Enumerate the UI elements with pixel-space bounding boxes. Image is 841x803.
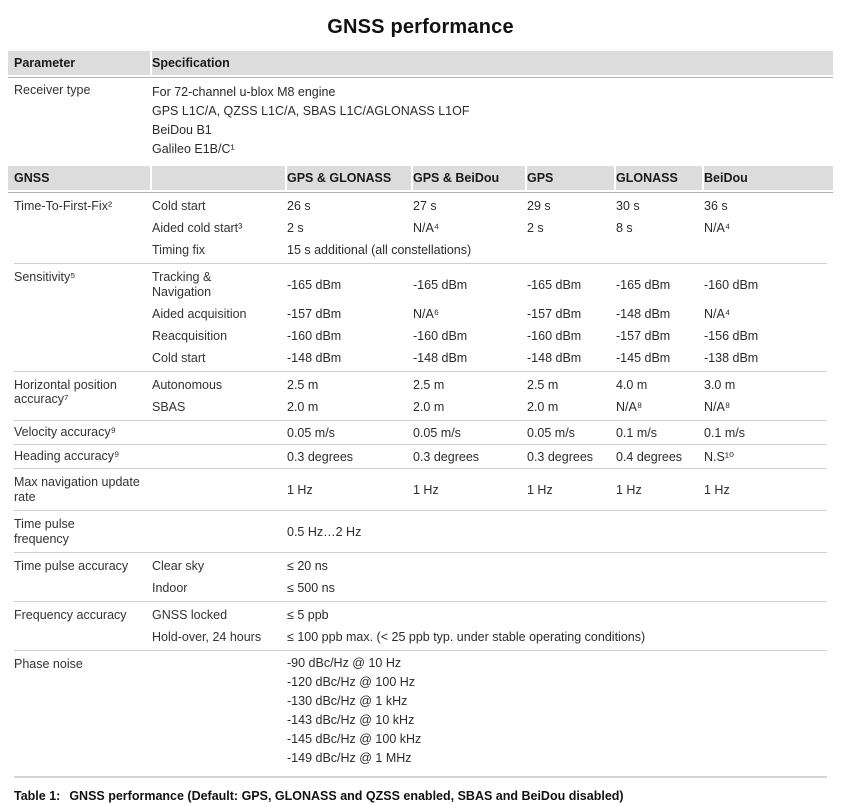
- value-cell: -145 dBm: [616, 351, 671, 365]
- value-cell: -160 dBm: [527, 329, 582, 343]
- table-caption-label: Table 1:: [14, 789, 61, 803]
- value-cell: 1 Hz: [616, 482, 642, 497]
- value-cell: ≤ 20 ns: [287, 559, 328, 573]
- value-cell: -160 dBm: [413, 329, 468, 343]
- parameter-label: Receiver type: [14, 83, 91, 97]
- value-cell: -157 dBm: [616, 329, 671, 343]
- sub-row-label: GNSS locked: [152, 607, 228, 622]
- value-cell: -149 dBc/Hz @ 1 MHz: [287, 750, 412, 765]
- row-time-pulse-frequency: [14, 511, 827, 553]
- table-row: [152, 672, 827, 691]
- row-heading-accuracy: [14, 445, 827, 469]
- column-header-gps-beidou: GPS & BeiDou: [413, 166, 525, 190]
- value-cell: 0.05 m/s: [413, 425, 461, 440]
- value-cell: 0.05 m/s: [287, 425, 335, 440]
- table-row: [152, 729, 827, 748]
- value-cell: 1 Hz: [704, 482, 730, 497]
- value-cell: 0.3 degrees: [527, 449, 594, 464]
- value-cell: 2 s: [527, 221, 544, 235]
- table-row: [152, 396, 827, 418]
- parameter-label: Time-To-First-Fix²: [14, 199, 113, 213]
- gnss-header-band: [8, 166, 833, 193]
- spec-line: GPS L1C/A, QZSS L1C/A, SBAS L1C/AGLONASS L1OF: [152, 104, 470, 118]
- row-max-navigation-update-rate: [14, 469, 827, 511]
- value-cell: -138 dBm: [704, 351, 759, 365]
- sub-row-label: Hold-over, 24 hours: [152, 629, 262, 644]
- value-cell: 30 s: [616, 199, 640, 213]
- value-cell: 26 s: [287, 199, 311, 213]
- value-cell: -165 dBm: [616, 277, 671, 292]
- column-header-beidou: BeiDou: [704, 166, 833, 190]
- table-caption-text: GNSS performance (Default: GPS, GLONASS and QZSS enabled, SBAS and BeiDou disabled): [69, 789, 624, 803]
- spec-line: BeiDou B1: [152, 123, 212, 137]
- value-cell: -130 dBc/Hz @ 1 kHz: [287, 693, 408, 708]
- sub-row-label: Tracking & Navigation: [152, 269, 212, 299]
- table-row: [152, 626, 827, 648]
- table-row: [152, 748, 827, 767]
- value-cell: -165 dBm: [413, 277, 468, 292]
- table-row: [152, 577, 827, 599]
- table-row: [152, 217, 827, 239]
- table-row: [152, 325, 827, 347]
- value-cell: 0.1 m/s: [616, 425, 657, 440]
- value-cell: -120 dBc/Hz @ 100 Hz: [287, 674, 416, 689]
- row-group-time-to-first-fix: [14, 193, 827, 264]
- column-header-gnss: GNSS: [8, 166, 150, 190]
- value-cell: 0.05 m/s: [527, 425, 575, 440]
- value-cell: N/A⁶: [413, 307, 439, 321]
- sub-row-label: SBAS: [152, 399, 186, 414]
- row-receiver-type: [14, 78, 827, 166]
- spec-line: Galileo E1B/C¹: [152, 142, 235, 156]
- value-cell: 0.3 degrees: [287, 449, 354, 464]
- value-cell: -160 dBm: [704, 277, 759, 292]
- value-cell: 2.0 m: [527, 400, 559, 414]
- parameter-label: Heading accuracy⁹: [14, 449, 120, 463]
- value-cell: -148 dBm: [527, 351, 582, 365]
- value-cell: 2.0 m: [413, 400, 445, 414]
- column-header-specification: Specification: [152, 51, 833, 75]
- value-cell: N.S¹⁰: [704, 450, 735, 464]
- value-cell: 29 s: [527, 199, 551, 213]
- value-cell: 2.5 m: [287, 378, 319, 392]
- value-cell: 2.0 m: [287, 400, 319, 414]
- value-cell: 0.4 degrees: [616, 449, 683, 464]
- value-cell: ≤ 5 ppb: [287, 608, 329, 622]
- value-cell: N/A⁴: [704, 221, 731, 235]
- value-cell: ≤ 100 ppb max. (< 25 ppb typ. under stable operating conditions): [287, 630, 646, 644]
- parameter-label: Phase noise: [14, 657, 83, 671]
- value-cell: -165 dBm: [527, 277, 582, 292]
- sub-row-label: Cold start: [152, 350, 206, 365]
- column-header-glonass: GLONASS: [616, 166, 702, 190]
- value-cell: 2 s: [287, 221, 304, 235]
- value-cell: -148 dBm: [616, 307, 671, 321]
- table-row: [152, 710, 827, 729]
- column-header-gps: GPS: [527, 166, 614, 190]
- sub-row-label: Autonomous: [152, 377, 223, 392]
- sub-row-label: Reacquisition: [152, 328, 228, 343]
- table-row: [152, 555, 827, 577]
- value-cell: 1 Hz: [527, 482, 553, 497]
- parameter-label: Sensitivity⁵: [14, 270, 76, 284]
- row-group-horizontal-position-accuracy: [14, 372, 827, 421]
- parameter-label: Frequency accuracy: [14, 608, 127, 622]
- value-cell: 2.5 m: [527, 378, 559, 392]
- value-cell: 15 s additional (all constellations): [287, 243, 472, 257]
- value-cell: 27 s: [413, 199, 437, 213]
- value-cell: 0.1 m/s: [704, 425, 745, 440]
- table-header-band: [8, 51, 833, 78]
- sub-row-label: Cold start: [152, 198, 206, 213]
- row-velocity-accuracy: [14, 421, 827, 445]
- table-row: [152, 691, 827, 710]
- parameter-label: Velocity accuracy⁹: [14, 425, 116, 439]
- row-group-time-pulse-accuracy: [14, 553, 827, 602]
- value-cell: -160 dBm: [287, 329, 342, 343]
- value-cell: -157 dBm: [287, 307, 342, 321]
- table-row: [152, 604, 827, 626]
- value-cell: -148 dBm: [413, 351, 468, 365]
- sub-row-label: Indoor: [152, 580, 188, 595]
- parameter-label: Time pulse accuracy: [14, 559, 129, 573]
- value-cell: N/A⁸: [704, 400, 731, 414]
- value-cell: 0.5 Hz…2 Hz: [287, 524, 362, 539]
- parameter-label: Time pulse frequency: [14, 516, 75, 546]
- sub-row-label: Aided cold start³: [152, 220, 243, 235]
- table-row: [152, 239, 827, 261]
- value-cell: 2.5 m: [413, 378, 445, 392]
- table-row: [152, 303, 827, 325]
- spec-line: For 72-channel u-blox M8 engine: [152, 85, 336, 99]
- table-caption: [14, 776, 827, 803]
- row-group-phase-noise: [14, 651, 827, 773]
- parameter-label: Horizontal position accuracy⁷: [14, 378, 117, 406]
- column-header-parameter: Parameter: [8, 51, 150, 75]
- page-title: GNSS performance: [327, 16, 514, 38]
- value-cell: -156 dBm: [704, 329, 759, 343]
- column-header-empty: [152, 166, 285, 190]
- value-cell: -143 dBc/Hz @ 10 kHz: [287, 712, 415, 727]
- value-cell: 1 Hz: [413, 482, 439, 497]
- value-cell: 3.0 m: [704, 378, 736, 392]
- value-cell: -90 dBc/Hz @ 10 Hz: [287, 655, 402, 670]
- value-cell: -145 dBc/Hz @ 100 kHz: [287, 731, 422, 746]
- value-cell: -165 dBm: [287, 277, 342, 292]
- value-cell: -157 dBm: [527, 307, 582, 321]
- table-row: [152, 347, 827, 369]
- table-row: [152, 653, 827, 672]
- value-cell: ≤ 500 ns: [287, 581, 335, 595]
- sub-row-label: Clear sky: [152, 558, 205, 573]
- value-cell: 4.0 m: [616, 378, 648, 392]
- value-cell: -148 dBm: [287, 351, 342, 365]
- table-row: [152, 195, 827, 217]
- sub-row-label: Timing fix: [152, 242, 206, 257]
- row-group-sensitivity: [14, 264, 827, 372]
- value-cell: N/A⁴: [413, 221, 440, 235]
- value-cell: 36 s: [704, 199, 728, 213]
- sub-row-label: Aided acquisition: [152, 306, 247, 321]
- value-cell: 1 Hz: [287, 482, 313, 497]
- value-cell: N/A⁴: [704, 307, 731, 321]
- value-cell: 0.3 degrees: [413, 449, 480, 464]
- table-row: [152, 374, 827, 396]
- parameter-label: Max navigation update rate: [14, 474, 140, 504]
- receiver-spec-lines: [152, 83, 827, 159]
- value-cell: 8 s: [616, 221, 633, 235]
- value-cell: N/A⁸: [616, 400, 643, 414]
- column-header-gps-glonass: GPS & GLONASS: [287, 166, 411, 190]
- table-row: [152, 266, 827, 303]
- row-group-frequency-accuracy: [14, 602, 827, 651]
